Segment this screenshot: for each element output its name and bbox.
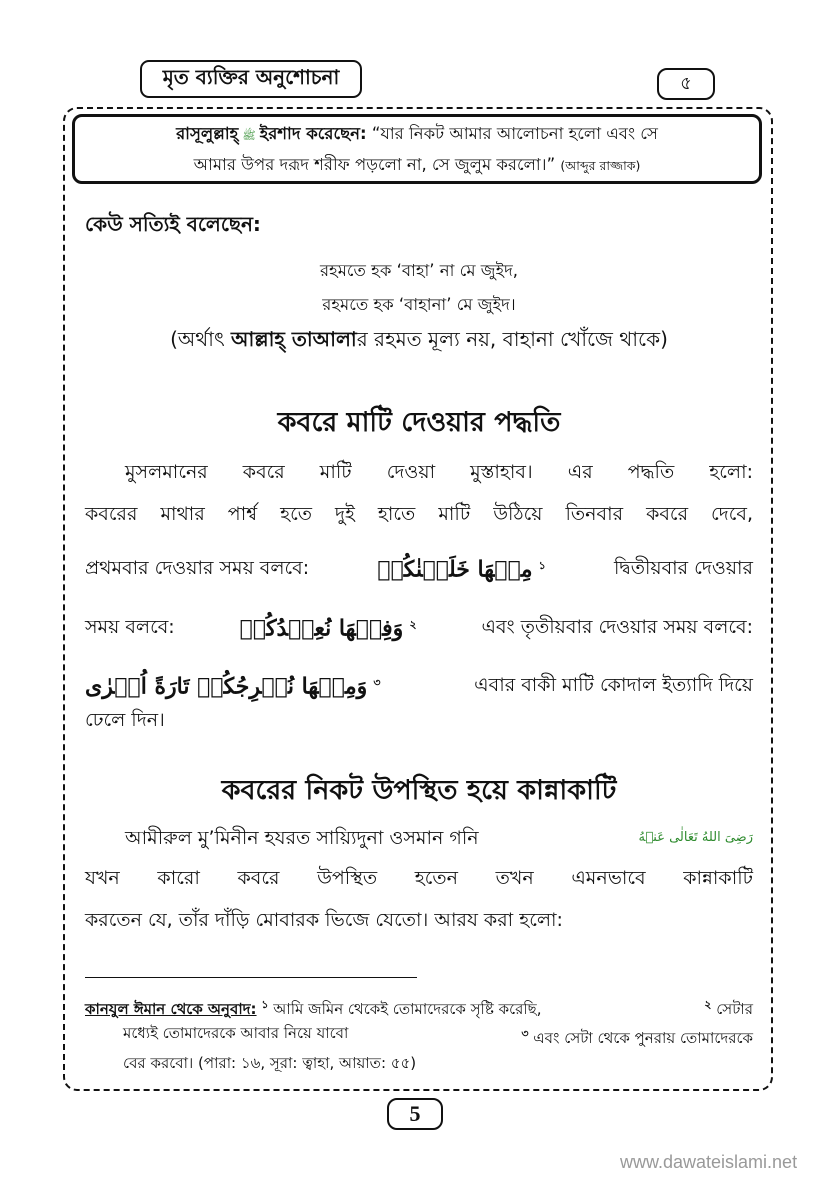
fn-text-1: আমি জমিন থেকেই তোমাদেরকে সৃষ্টি করেছি,: [273, 1000, 542, 1018]
s2-line1-text: আমীরুল মু’মিনীন হযরত সায়্যিদুনা ওসমান গনি: [125, 827, 479, 849]
fn-ref-1: ১: [261, 998, 269, 1011]
line5-post: এবার বাকী মাটি কোদাল ইত্যাদি দিয়ে: [474, 674, 753, 697]
section-heading-soil: কবরে মাটি দেওয়ার পদ্ধতি: [277, 407, 561, 438]
verse-line-2: রহমতে হক ‘বাহানা’ মে জুইদ।: [322, 295, 516, 314]
fn-ref-3: ৩: [521, 1027, 529, 1040]
page-number-top-box: [657, 68, 715, 100]
fn-ref-2: ২: [704, 998, 712, 1011]
line3-pre: প্রথমবার দেওয়ার সময় বলবে:: [85, 557, 310, 580]
website-watermark: www.dawateislami.net: [620, 1152, 798, 1172]
hadith-speaker: রাসূলুল্লাহ্: [176, 123, 239, 143]
fn-line2-pre: মধ্যেই তোমাদেরকে আবার নিয়ে যাবো: [123, 1024, 349, 1042]
footnote-line-2: [85, 1020, 753, 1052]
section-heading-weeping: কবরের নিকট উপস্থিত হয়ে কান্নাকাটি: [221, 775, 617, 806]
section1-line-6: ঢেলে দিন।: [85, 709, 165, 731]
section1-line-2: কবরের মাথার পার্শ্ব হতে দুই হাতে মাটি উঠিয়ে তিনবার কবরে দেবে,: [85, 503, 753, 525]
hadith-source: (আব্দুর রাজ্জাক): [560, 157, 641, 173]
explanation-post: র রহমত মূল্য নয়, বাহানা খোঁজে থাকে): [356, 327, 668, 351]
footnote-label: কানযুল ঈমান থেকে অনুবাদ:: [85, 1000, 257, 1018]
line4-post: এবং তৃতীয়বার দেওয়ার সময় বলবে:: [481, 616, 753, 639]
footnote-rule: [85, 977, 417, 978]
salawat-icon: ﷺ: [242, 128, 256, 142]
line4-pre: সময় বলবে:: [85, 616, 175, 639]
explanation-bold: আল্লাহ্ তাআলা: [231, 327, 357, 351]
book-title: মৃত ব্যক্তির অনুশোচনা: [162, 64, 340, 89]
line3-post: দ্বিতীয়বার দেওয়ার: [613, 557, 753, 580]
saying-explanation: [85, 325, 753, 358]
page-number-bottom: 5: [409, 1101, 421, 1126]
hadith-box: [72, 114, 762, 184]
footnote-ref-2: ২: [409, 618, 417, 631]
hadith-verb: ইরশাদ করেছেন:: [259, 123, 367, 143]
section1-line-1: মুসলমানের কবরে মাটি দেওয়া মুস্তাহাব। এর পদ্ধতি হলো:: [125, 461, 753, 483]
section2-line-1: [85, 818, 753, 858]
hadith-line-1: [176, 119, 658, 150]
book-title-box: [140, 60, 362, 98]
page-number-bottom-box: [387, 1098, 443, 1130]
fn-text-2a: সেটার: [716, 1000, 753, 1018]
footnote-line-1: [85, 991, 753, 1023]
arabic-verse-2: وَفِيۡهَا نُعِيۡدُكُمۡ: [239, 615, 404, 642]
section2-line-3: করতেন যে, তাঁর দাঁড়ি মোবারক ভিজে যেতো। আরয করা হলো:: [85, 909, 563, 931]
arabic-verse-1: مِنۡهَا خَلَقۡنٰكُمۡ: [377, 556, 533, 583]
section1-line-4: [85, 605, 753, 649]
explanation-pre: (অর্থাৎ: [170, 327, 232, 351]
hadith-quote-1: “যার নিকট আমার আলোচনা হলো এবং সে: [371, 123, 658, 143]
footnote-ref-3: ৩: [373, 676, 381, 689]
hadith-quote-2: আমার উপর দরূদ শরীফ পড়লো না, সে জুলুম করলো।”: [193, 154, 556, 174]
arabic-verse-3: وَمِنۡهَا نُخۡرِجُكُمۡ تَارَةً اُخۡرٰى: [85, 673, 368, 700]
verse-line-1: রহমতে হক ‘বাহা’ না মে জুইদ,: [319, 261, 518, 280]
footnote-ref-1: ১: [538, 559, 546, 572]
section2-line-2: যখন কারো কবরে উপস্থিত হতেন তখন এমনভাবে কান্নাকাটি: [85, 867, 753, 889]
section1-line-3: [85, 546, 753, 590]
footnote-line-3: বের করবো। (পারা: ১৬, সূরা: ত্বাহা, আয়াত: ৫৫): [123, 1054, 417, 1072]
honorific-arabic: رَضِىَ اللهُ تَعَالٰى عَنۡهُ: [638, 830, 753, 845]
page-number-top: ৫: [680, 72, 692, 94]
saying-lead: কেউ সত্যিই বলেছেন:: [85, 212, 261, 236]
fn-line2-post: এবং সেটা থেকে পুনরায় তোমাদেরকে: [533, 1029, 753, 1047]
hadith-line-2: [194, 150, 641, 180]
